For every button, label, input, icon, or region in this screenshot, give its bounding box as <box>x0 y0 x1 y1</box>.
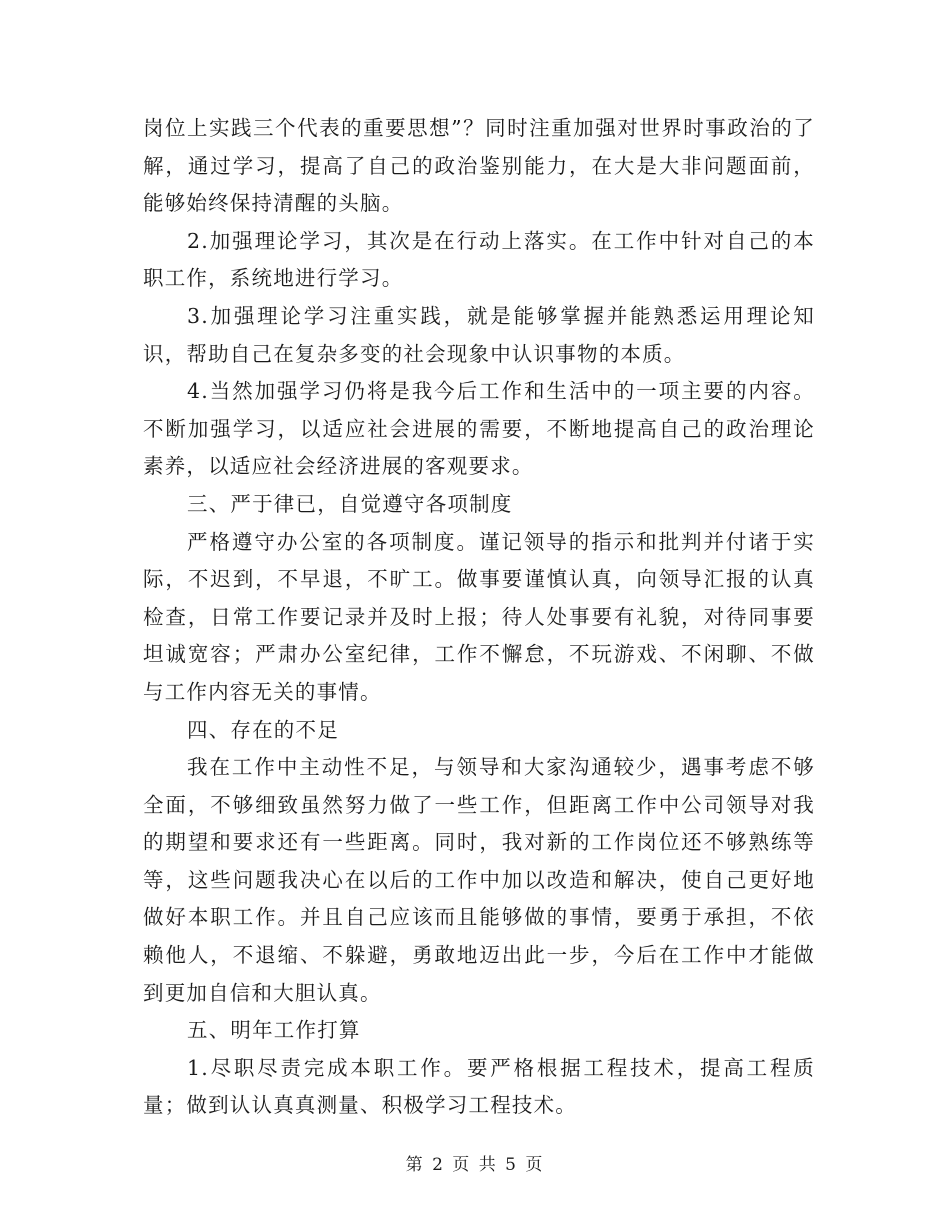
page-number-footer: 第 2 页 共 5 页 <box>405 1155 545 1175</box>
section-heading-4: 四、存在的不足 <box>187 717 339 742</box>
paragraph-item-2: 2.加强理论学习，其次是在行动上落实。在工作中针对自己的本职工作，系统地进行学习。 <box>143 228 815 291</box>
paragraph-item-4: 4.当然加强学习仍将是我今后工作和生活中的一项主要的内容。不断加强学习，以适应社会进展的需要，不断地提高自己的政治理论素养，以适应社会经济进展的客观要求。 <box>143 379 815 479</box>
paragraph-plan-item-1: 1.尽职尽责完成本职工作。要严格根据工程技术，提高工程质量；做到认认真真测量、积极学习工程技术。 <box>143 1055 815 1118</box>
body-text <box>143 110 815 1125</box>
paragraph-shortcomings: 我在工作中主动性不足，与领导和大家沟通较少，遇事考虑不够全面，不够细致虽然努力做了一些工作，但距离工作中公司领导对我的期望和要求还有一些距离。同时，我对新的工作岗位还不够熟练等等，这些问题我决心在以后的工作中加以改造和解决，使自己更好地做好本职工作。并且自己应该而且能够做的事情，要勇于承担，不依赖他人，不退缩、不躲避，勇敢地迈出此一步，今后在工作中才能做到更加自信和大胆认真。 <box>143 755 815 1005</box>
section-heading-3: 三、严于律已，自觉遵守各项制度 <box>187 491 513 516</box>
section-heading-5: 五、明年工作打算 <box>187 1018 361 1043</box>
paragraph-item-3: 3.加强理论学习注重实践，就是能够掌握并能熟悉运用理论知识，帮助自己在复杂多变的社会现象中认识事物的本质。 <box>143 303 815 366</box>
paragraph-discipline: 严格遵守办公室的各项制度。谨记领导的指示和批判并付诸于实际，不迟到，不早退，不旷工。做事要谨慎认真，向领导汇报的认真检查，日常工作要记录并及时上报；待人处事要有礼貌，对待同事要坦诚宽容；严肃办公室纪律，工作不懈怠，不玩游戏、不闲聊、不做与工作内容无关的事情。 <box>143 529 815 704</box>
paragraph-continuation: 岗位上实践三个代表的重要思想”？同时注重加强对世界时事政治的了解，通过学习，提高了自己的政治鉴别能力，在大是大非问题面前，能够始终保持清醒的头脑。 <box>143 116 815 216</box>
